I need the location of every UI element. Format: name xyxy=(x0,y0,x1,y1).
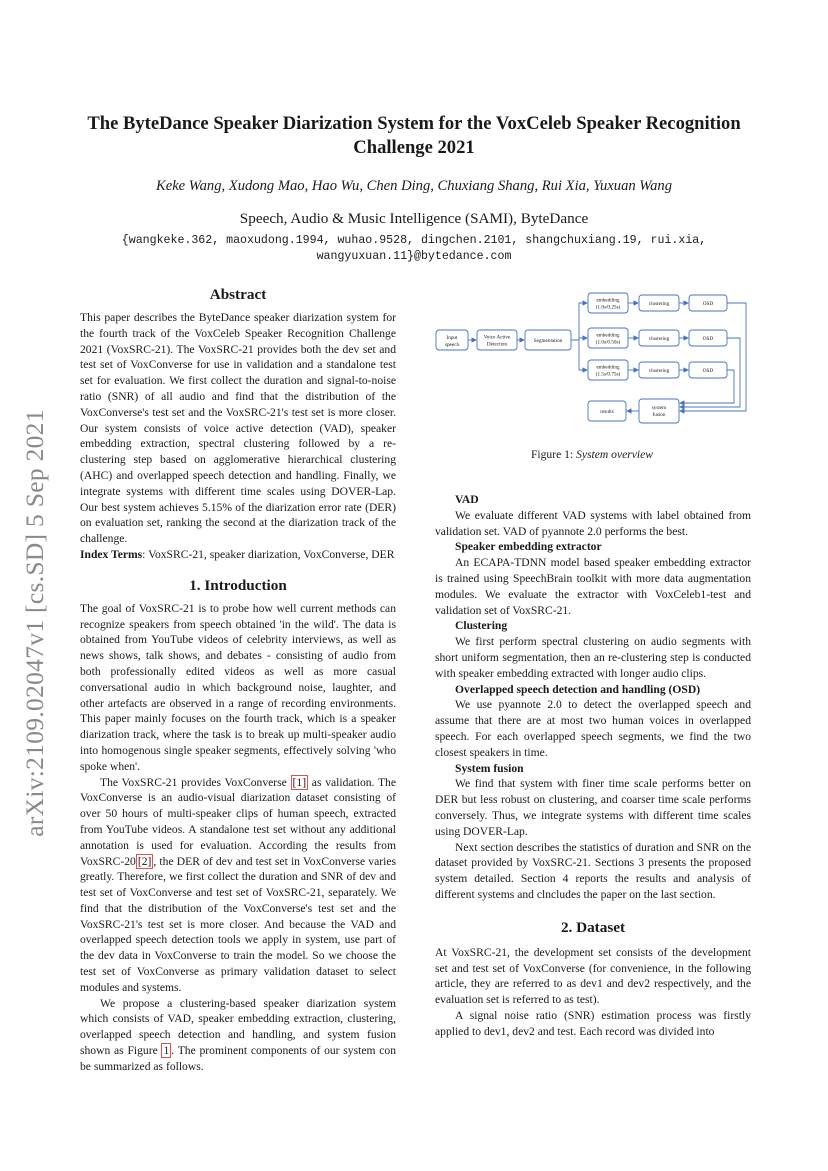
osd-heading: Overlapped speech detection and handling (OSD) xyxy=(455,682,701,696)
clustering-1-label: clustering xyxy=(648,301,670,307)
affiliation: Speech, Audio & Music Intelligence (SAMI), ByteDance xyxy=(239,210,589,227)
system-overview-diagram xyxy=(434,288,750,438)
clustering-3-label: clustering xyxy=(648,368,670,374)
embedding-3-label-2: (1.5s/0.75s) xyxy=(595,371,621,378)
embedding-heading: Speaker embedding extractor xyxy=(455,540,602,554)
figure-reference-link[interactable]: 1 xyxy=(163,1044,170,1058)
clustering-heading: Clustering xyxy=(455,619,508,633)
fusion-label-1: system xyxy=(651,405,667,411)
system-overview-figure xyxy=(434,288,750,438)
section-overview-text: Next section describes the statistics of duration and SNR on the dataset provided by VoxSRC-21. Sections 3 presents the proposed system detailed. Section 4 reports the results and analysis of different systems and clncludes the paper on the last section. xyxy=(435,840,751,901)
results-label: results xyxy=(600,409,614,415)
abstract-text: This paper describes the ByteDance speaker diarization system for the fourth track of the VoxCeleb Speaker Recognition Challenge 2021 (VoxSRC-21). The VoxSRC-21 provides both the dev set and test set of VoxConverse for use in validation and a standalone test set for evaluation. We first collect the duration and signal-to-noise ratio (SNR) of all audio and find that the distribution of the VoxConverse's test set and the VoxSRC-21's test set is more closer. Our system consists of voice active detection (VAD), speaker embedding extraction, spectral clustering followed by a re-clustering step based on agglomerative hierarchical clustering (AHC) and overlapped speech detection and handling. Finally, we integrate systems with different time scales using DOVER-Lap. Our best system achieves 5.15% of the diarization error rate (DER) on evaluation set, ranking the second at the diarization track of the challenge. xyxy=(80,311,396,546)
intro-paragraph-2 xyxy=(80,775,396,996)
arxiv-identifier xyxy=(0,378,70,868)
embedding-text: An ECAPA-TDNN model based speaker embedding extractor is trained using SpeechBrain toolkit with more data augmentation modules. We evaluate the extractor with VoxCeleb1-test and validation set of VoxSRC-21. xyxy=(435,556,751,617)
dataset-heading: 2. Dataset xyxy=(560,918,626,936)
intro-p2-part-a: The VoxSRC-21 provides VoxConverse xyxy=(100,775,291,789)
osd-3-label: OSD xyxy=(702,368,714,374)
fusion-label-2: fusion xyxy=(652,412,666,418)
segmentation-label: Segmentation xyxy=(533,338,563,344)
intro-paragraph-1: The goal of VoxSRC-21 is to probe how well current methods can recognize speakers from speech obtained 'in the wild'. The data is obtained from YouTube videos of celebrity interviews, as well as news shows, talk shows, and debates - consisting of audio from both professionally edited videos as well as more casual conversational audio in which background noise, laughter, and other artefacts are observed in a range of recording environments. This paper mainly focuses on the fourth track, which is a speaker diarization track, where the task is to break up multi-speaker audio into homogenous single speaker segments, effectively solving 'who spoke when'. xyxy=(80,601,396,773)
vad-text: We evaluate different VAD systems with label obtained from validation set. VAD of pyannote 2.0 performs the best. xyxy=(435,508,751,538)
intro-p3-part-b: . The prominent components of our system con be summarized as follows. xyxy=(80,1044,396,1073)
index-terms xyxy=(80,547,396,563)
vad-heading: VAD xyxy=(455,493,479,506)
osd-2-label: OSD xyxy=(702,336,714,342)
clustering-2-label: clustering xyxy=(648,336,670,342)
figure-caption-text: System overview xyxy=(576,448,654,461)
embedding-3-label-1: embedding xyxy=(596,364,620,371)
vad-label-1: Voice Active xyxy=(483,334,511,341)
introduction-heading: 1. Introduction xyxy=(189,576,287,594)
figure-caption xyxy=(434,448,750,461)
paper-title: The ByteDance Speaker Diarization System for the VoxCeleb Speaker Recognition Challenge 2021 xyxy=(87,113,741,158)
dataset-paragraph-2: A signal noise ratio (SNR) estimation process was firstly applied to dev1, dev2 and test. Each record was divided into xyxy=(435,1008,751,1038)
index-terms-value: : VoxSRC-21, speaker diarization, VoxConverse, DER xyxy=(142,547,395,561)
arxiv-id-text: arXiv:2109.02047v1 [cs.SD] 5 Sep 2021 xyxy=(20,409,49,837)
embedding-1-label-2: (1.0s/0.25s) xyxy=(595,304,621,311)
index-terms-label: Index Terms xyxy=(80,547,143,561)
citation-link-2[interactable]: [2] xyxy=(137,854,152,868)
intro-paragraph-3 xyxy=(80,996,396,1075)
embedding-1-label-1: embedding xyxy=(596,297,620,304)
intro-p2-part-b: as validation. The VoxConverse is an audio-visual diarization dataset consisting of over 50 hours of multi-speaker clips of human speech, extracted from YouTube videos. A standalone test set without any additional annotation is used for evaluation. According the results from VoxSRC-20 xyxy=(80,775,396,868)
embedding-2-label-1: embedding xyxy=(596,332,620,339)
right-column xyxy=(435,492,751,1040)
embedding-2-label-2: (1.0s/0.50s) xyxy=(595,339,621,346)
fusion-node xyxy=(639,399,679,423)
intro-p3-part-a: We propose a clustering-based speaker diarization system which consists of VAD, speaker embedding extraction, clustering, overlapped speech detection and handling, and system fusion shown as Figure xyxy=(80,996,396,1058)
left-column xyxy=(80,286,396,1075)
intro-p2-part-c: , the DER of dev and test set in VoxConverse varies greatly. Therefore, we first collect the duration and SNR of dev and test set of VoxConverse and test set of VoxSRC-21, separately. We find that the distribution of the VoxConverse's test set and the VoxSRC-21's test set is more closer. And because the VAD and overlapped speech detection tools we apply in system, use part of the dev data in VoxConverse to train the model. So we choose the test set of VoxConverse as primary validation dataset to select modules and systems. xyxy=(80,854,396,994)
abstract-heading: Abstract xyxy=(209,286,267,303)
dataset-paragraph-1: At VoxSRC-21, the development set consists of the development set and test set of VoxConverse (for convenience, in the following article, they are referred to as dev1 and dev2 respectively, and the evaluation set is referred to as test). xyxy=(435,945,751,1007)
osd-1-label: OSD xyxy=(702,301,714,307)
vad-label-2: Detection xyxy=(486,341,508,348)
fusion-heading: System fusion xyxy=(455,761,524,775)
figure-caption-number: Figure 1: xyxy=(530,448,577,461)
author-list: Keke Wang, Xudong Mao, Hao Wu, Chen Ding, Chuxiang Shang, Rui Xia, Yuxuan Wang xyxy=(155,178,673,194)
input-label-2: speech xyxy=(444,342,460,348)
author-emails: {wangkeke.362, maoxudong.1994, wuhao.9528, dingchen.2101, shangchuxiang.19, rui.xia, wangyuxuan.11}@bytedance.com xyxy=(121,234,707,263)
osd-text: We use pyannote 2.0 to detect the overlapped speech and assume that there are at most two human voices in overlapped speech. For each overlapped speech segments, we find the two closest speakers in time. xyxy=(435,698,751,759)
clustering-text: We first perform spectral clustering on audio segments with short uniform segmentation, then an re-clustering step is conducted with speaker embedding extracted with longer audio clips. xyxy=(435,635,751,680)
citation-link-1[interactable]: [1] xyxy=(292,775,307,789)
fusion-text: We find that system with finer time scale performs better on DER but less robust on clustering, and coarser time scale performs conversely. Thus, we integrate systems with different time scales using DOVER-Lap. xyxy=(435,777,751,838)
input-label-1: Input xyxy=(446,335,458,341)
